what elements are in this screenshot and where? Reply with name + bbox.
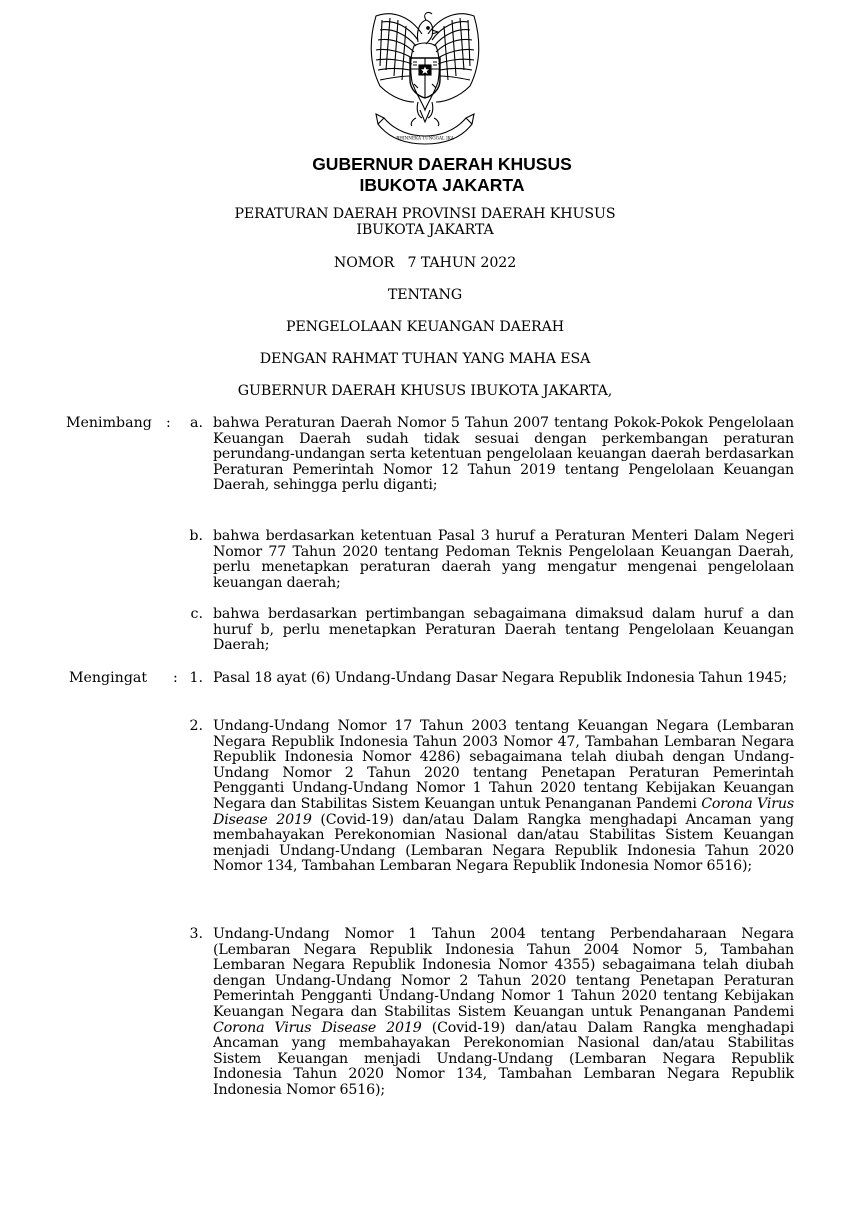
mengingat-colon: : [173,670,178,686]
menimbang-item-b-text: bahwa berdasarkan ketentuan Pasal 3 huruf a Peraturan Menteri Dalam Negeri Nomor 77 Tahun 2020 tentang Pedoman Teknis Pengelolaan Keuangan Daerah, perlu menetapkan peraturan daerah yang mengatur mengenai pengelolaan keuangan daerah; [213,528,794,591]
garuda-emblem-icon [362,6,488,146]
menimbang-colon: : [166,415,171,431]
menimbang-item-b-mark: b. [189,528,203,544]
menimbang-item-a-text: bahwa Peraturan Daerah Nomor 5 Tahun 2007 tentang Pokok-Pokok Pengelolaan Keuangan Daerah sudah tidak sesuai dengan perkembangan peraturan perundang-undangan serta ketentuan pengelolaan keuangan daerah berdasarkan Peraturan Pemerintah Nomor 12 Tahun 2019 tentang Pengelolaan Keuangan Daerah, sehingga perlu diganti; [213,415,794,494]
regulation-number: NOMOR 7 TAHUN 2022 [333,255,517,271]
menimbang-item-a-mark: a. [190,415,203,431]
mengingat-item-1-mark: 1. [189,670,203,686]
mengingat-item-3-text-after: (Covid-19) dan/atau Dalam Rangka menghadapi Ancaman yang membahayakan Perekonomian Nasional dan/atau Stabilitas Sistem Keuangan menjadi Undang-Undang (Lembaran Negara Republik Indonesia Tahun 2020 Nomor 134, Tambahan Lembaran Negara Republik Indonesia Nomor 6516); [213,1019,794,1098]
svg-text:BHINNEKA TUNGGAL IKA: BHINNEKA TUNGGAL IKA [396,135,454,141]
regulation-type-line2: IBUKOTA JAKARTA [356,222,494,238]
mengingat-item-2-text-before: Undang-Undang Nomor 17 Tahun 2003 tentang Keuangan Negara (Lembaran Negara Republik Indonesia Tahun 2003 Nomor 47, Tambahan Lembaran Negara Republik Indonesia Nomor 4286) sebagaimana telah diubah dengan Undang-Undang Nomor 2 Tahun 2020 tentang Penetapan Peraturan Pemerintah Pengganti Undang-Undang Nomor 1 Tahun 2020 tentang Kebijakan Keuangan Negara dan Stabilitas Sistem Keuangan untuk Penanganan Pandemi [213,718,794,812]
issuer-title-line1: GUBERNUR DAERAH KHUSUS [312,154,572,174]
mengingat-item-2-text-after: (Covid-19) dan/atau Dalam Rangka menghadapi Ancaman yang membahayakan Perekonomian Nasional dan/atau Stabilitas Sistem Keuangan menjadi Undang-Undang (Lembaran Negara Republik Indonesia Tahun 2020 Nomor 134, Tambahan Lembaran Negara Republik Indonesia Nomor 6516); [213,811,794,875]
mengingat-item-3-text-italic: Corona Virus Disease 2019 [213,1019,422,1036]
mengingat-item-2-text [213,719,794,875]
mengingat-item-2-text-italic: Corona Virus Disease 2019 [213,795,794,828]
issuer-title-line2: IBUKOTA JAKARTA [359,175,525,195]
mengingat-item-2-mark: 2. [189,718,203,734]
mengingat-item-3-text [213,927,794,1099]
regulation-type-line1: PERATURAN DAERAH PROVINSI DAERAH KHUSUS [234,206,616,222]
menimbang-item-c-text: bahwa berdasarkan pertimbangan sebagaimana dimaksud dalam huruf a dan huruf b, perlu menetapkan Peraturan Daerah tentang Pengelolaan Keuangan Daerah; [213,606,794,654]
mengingat-item-1-text: Pasal 18 ayat (6) Undang-Undang Dasar Negara Republik Indonesia Tahun 1945; [213,670,788,686]
mengingat-item-3-text-before: Undang-Undang Nomor 1 Tahun 2004 tentang Perbendaharaan Negara (Lembaran Negara Republik Indonesia Tahun 2004 Nomor 5, Tambahan Lembaran Negara Republik Indonesia Nomor 4355) sebagaimana telah diubah dengan Undang-Undang Nomor 2 Tahun 2020 tentang Penetapan Peraturan Pemerintah Pengganti Undang-Undang Nomor 1 Tahun 2020 tentang Kebijakan Keuangan Negara dan Stabilitas Sistem Keuangan untuk Penanganan Pandemi [213,926,794,1020]
regulation-subject: PENGELOLAAN KEUANGAN DAERAH [285,319,565,335]
regulation-issuer: GUBERNUR DAERAH KHUSUS IBUKOTA JAKARTA, [237,383,613,399]
menimbang-label: Menimbang [66,415,152,431]
regulation-grace: DENGAN RAHMAT TUHAN YANG MAHA ESA [259,351,591,367]
regulation-about: TENTANG [387,287,463,303]
menimbang-item-c-mark: c. [190,606,203,622]
mengingat-label: Mengingat [69,670,148,686]
mengingat-item-3-mark: 3. [189,926,203,942]
